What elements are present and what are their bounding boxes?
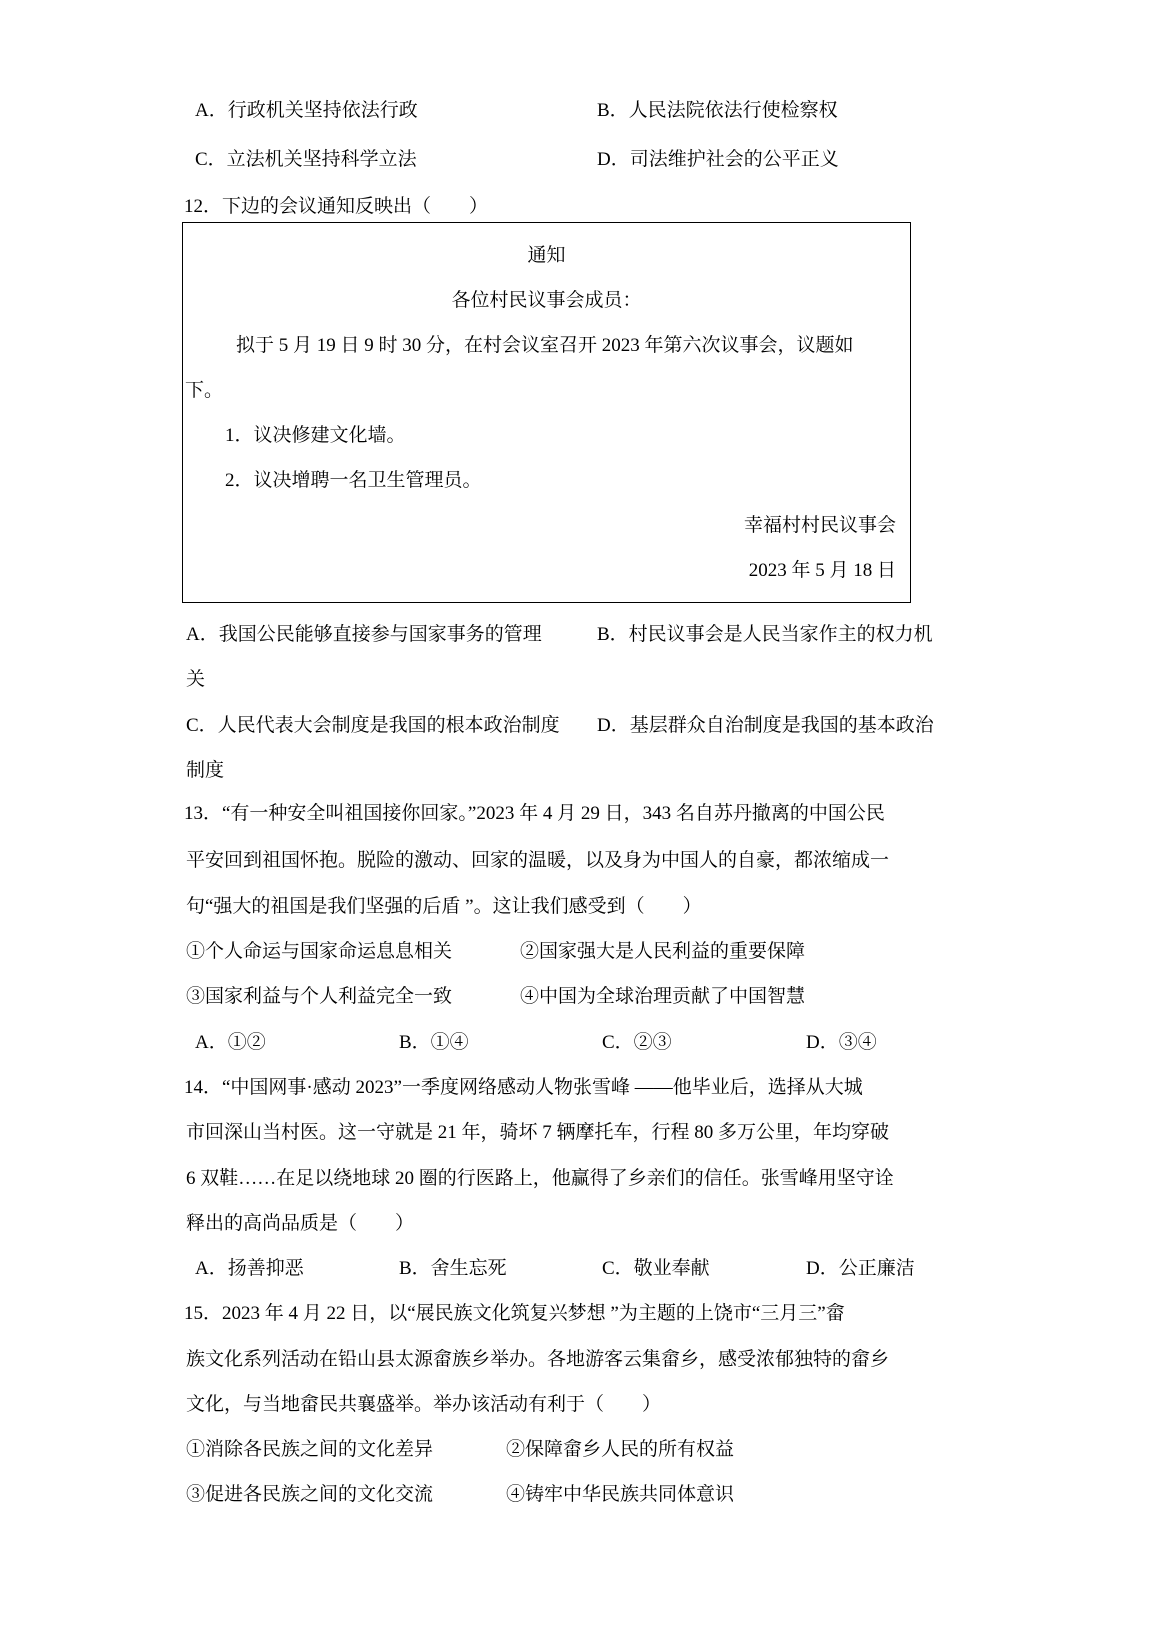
q14-answer-d: D．公正廉洁 [806,1258,915,1279]
q12-option-c: C．人民代表大会制度是我国的根本政治制度 [186,715,560,736]
q13-stem-line1: 13．“有一种安全叫祖国接你回家。”2023 年 4 月 29 日，343 名自苏丹撤离的中国公民 [184,803,885,824]
q12-stem: 12．下边的会议通知反映出（ ） [184,196,489,217]
q13-answer-a: A．①② [195,1032,266,1053]
q12-option-b: B．村民议事会是人民当家作主的权力机 [597,624,933,645]
notice-body-line1: 拟于 5 月 19 日 9 时 30 分，在村会议室召开 2023 年第六次议事会，议题如 [236,335,854,356]
q12-option-a: A．我国公民能够直接参与国家事务的管理 [186,624,542,645]
q12-option-d: D．基层群众自治制度是我国的基本政治 [597,715,934,736]
q15-item-1: ①消除各民族之间的文化差异 [186,1439,434,1460]
notice-salutation: 各位村民议事会成员： [451,290,642,311]
q13-answer-b: B．①④ [399,1032,469,1053]
q15-stem-line1: 15．2023 年 4 月 22 日，以“展民族文化筑复兴梦想 ”为主题的上饶市“三月三”畲 [184,1303,845,1324]
q14-stem-line3: 6 双鞋……在足以绕地球 20 圈的行医路上，他赢得了乡亲们的信任。张雪峰用坚守诠 [186,1168,894,1189]
q14-answer-b: B．舍生忘死 [399,1258,507,1279]
q13-item-4: ④中国为全球治理贡献了中国智慧 [520,986,806,1007]
q13-item-2: ②国家强大是人民利益的重要保障 [520,941,806,962]
notice-title: 通知 [527,245,566,266]
q14-stem-line1: 14．“中国网事·感动 2023”一季度网络感动人物张雪峰 ——他毕业后，选择从大城 [184,1077,863,1098]
notice-body-line2: 下。 [185,380,224,401]
q14-stem-line4: 释出的高尚品质是（ ） [186,1213,415,1234]
q11-option-a: A．行政机关坚持依法行政 [195,100,418,121]
q15-item-3: ③促进各民族之间的文化交流 [186,1484,434,1505]
q11-option-c: C．立法机关坚持科学立法 [195,149,417,170]
q13-answer-d: D．③④ [806,1032,877,1053]
q15-item-4: ④铸牢中华民族共同体意识 [506,1484,735,1505]
notice-item-2: 2．议决增聘一名卫生管理员。 [225,470,482,491]
q15-stem-line3: 文化，与当地畲民共襄盛举。举办该活动有利于（ ） [186,1394,662,1415]
q15-stem-line2: 族文化系列活动在铅山县太源畲族乡举办。各地游客云集畲乡，感受浓郁独特的畲乡 [186,1349,890,1370]
notice-box [182,222,911,603]
q12-option-d-wrap: 制度 [186,760,225,781]
q13-answer-c: C．②③ [602,1032,672,1053]
q13-stem-line2: 平安回到祖国怀抱。脱险的激动、回家的温暖，以及身为中国人的自豪，都浓缩成一 [186,850,890,871]
q15-item-2: ②保障畲乡人民的所有权益 [506,1439,735,1460]
q14-stem-line2: 市回深山当村医。这一守就是 21 年，骑坏 7 辆摩托车，行程 80 多万公里，年均穿破 [186,1122,890,1143]
notice-item-1: 1．议决修建文化墙。 [225,425,406,446]
q11-option-d: D．司法维护社会的公平正义 [597,149,839,170]
q11-option-b: B．人民法院依法行使检察权 [597,100,838,121]
notice-date: 2023 年 5 月 18 日 [748,560,896,581]
q13-item-1: ①个人命运与国家命运息息相关 [186,941,453,962]
q14-answer-c: C．敬业奉献 [602,1258,710,1279]
q13-stem-line3: 句“强大的祖国是我们坚强的后盾 ”。这让我们感受到（ ） [186,896,702,917]
q13-item-3: ③国家利益与个人利益完全一致 [186,986,453,1007]
notice-signer: 幸福村村民议事会 [743,515,896,536]
q14-answer-a: A．扬善抑恶 [195,1258,304,1279]
q12-option-b-wrap: 关 [186,669,206,690]
